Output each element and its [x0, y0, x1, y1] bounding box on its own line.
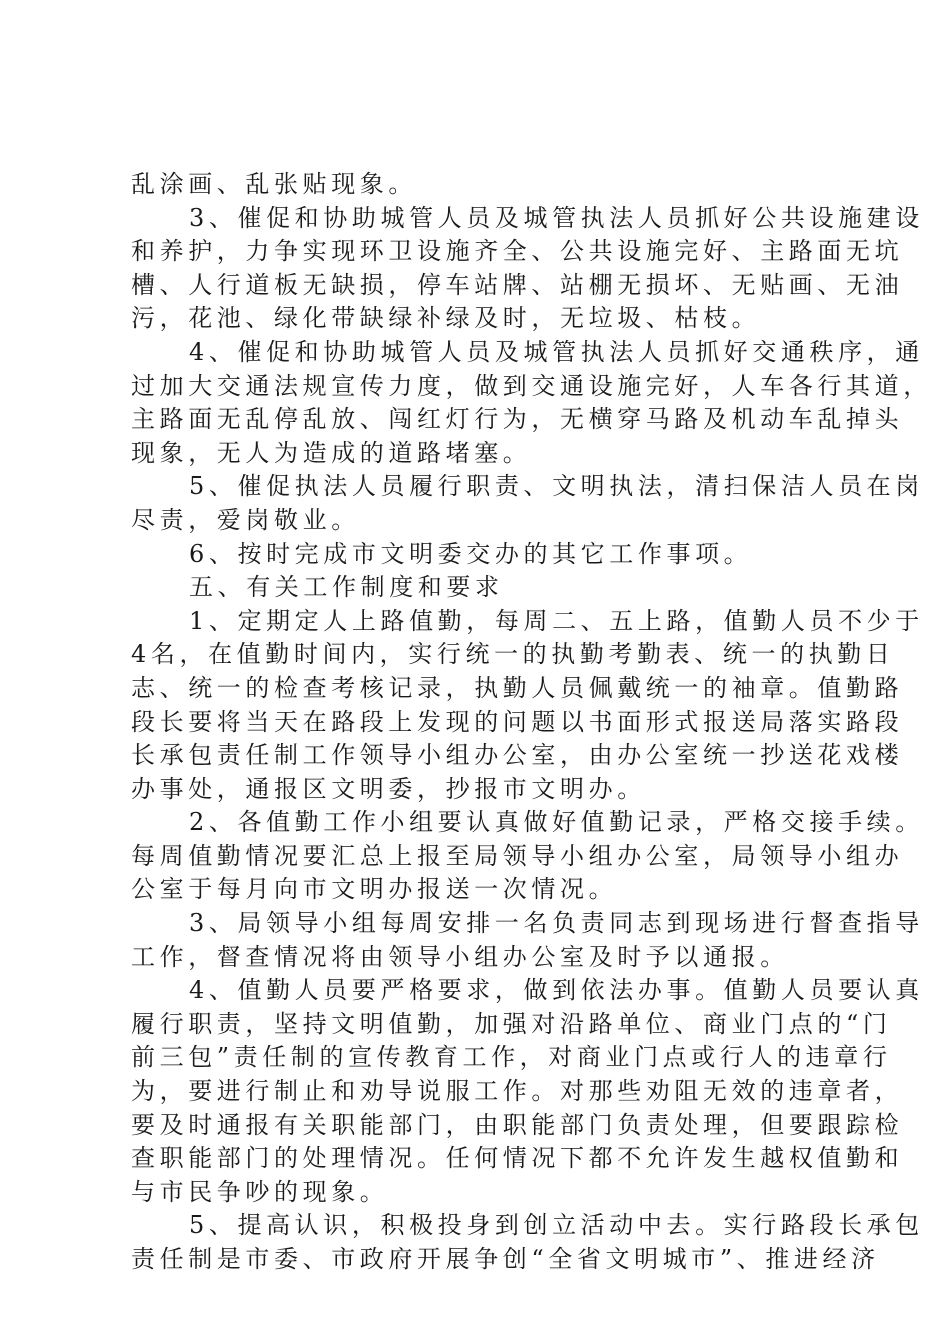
text-line: 4、催促和协助城管人员及城管执法人员抓好交通秩序，通: [189, 337, 924, 366]
text-line: 要及时通报有关职能部门，由职能部门负责处理，但要跟踪检: [131, 1110, 904, 1139]
text-line: 查职能部门的处理情况。任何情况下都不允许发生越权值勤和: [131, 1144, 904, 1173]
text-line: 5、催促执法人员履行职责、文明执法，清扫保洁人员在岗: [189, 472, 924, 501]
text-line: 公室于每月向市文明办报送一次情况。: [131, 875, 618, 904]
text-line: 前三包”责任制的宣传教育工作，对商业门点或行人的违章行: [131, 1043, 892, 1072]
text-line: 段长要将当天在路段上发现的问题以书面形式报送局落实路段: [131, 707, 904, 736]
text-line: 3、局领导小组每周安排一名负责同志到现场进行督查指导: [189, 909, 924, 938]
section-heading: 五、有关工作制度和要求: [189, 573, 504, 602]
text-line: 工作，督查情况将由领导小组办公室及时予以通报。: [131, 942, 789, 971]
text-line: 3、催促和协助城管人员及城管执法人员抓好公共设施建设: [189, 203, 924, 232]
text-line: 4名，在值勤时间内，实行统一的执勤考勤表、统一的执勤日: [131, 640, 895, 669]
text-line: 6、按时完成市文明委交办的其它工作事项。: [189, 539, 753, 568]
document-page: [131, 168, 932, 1277]
text-line: 为，要进行制止和劝导说服工作。对那些劝阻无效的违章者，: [131, 1077, 904, 1106]
text-line: 志、统一的检查考核记录，执勤人员佩戴统一的袖章。值勤路: [131, 673, 904, 702]
text-line: 长承包责任制工作领导小组办公室，由办公室统一抄送花戏楼: [131, 741, 904, 770]
text-line: 现象，无人为造成的道路堵塞。: [131, 438, 532, 467]
text-line: 槽、人行道板无缺损，停车站牌、站棚无损坏、无贴画、无油: [131, 270, 904, 299]
text-line: 1、定期定人上路值勤，每周二、五上路，值勤人员不少于: [189, 606, 924, 635]
text-line: 5、提高认识，积极投身到创立活动中去。实行路段长承包: [189, 1211, 924, 1240]
text-line: 与市民争吵的现象。: [131, 1177, 389, 1206]
text-line: 过加大交通法规宣传力度，做到交通设施完好，人车各行其道，: [131, 371, 932, 400]
text-line: 乱涂画、乱张贴现象。: [131, 170, 417, 198]
text-line: 履行职责，坚持文明值勤，加强对沿路单位、商业门点的“门: [131, 1009, 892, 1038]
text-line: 每周值勤情况要汇总上报至局领导小组办公室，局领导小组办: [131, 841, 904, 870]
text-line: 2、各值勤工作小组要认真做好值勤记录，严格交接手续。: [189, 808, 924, 837]
text-line: 4、值勤人员要严格要求，做到依法办事。值勤人员要认真: [189, 976, 924, 1005]
text-line: 办事处，通报区文明委，抄报市文明办。: [131, 774, 646, 803]
text-line: 尽责，爱岗敬业。: [131, 505, 360, 534]
text-line: 责任制是市委、市政府开展争创“全省文明城市”、推进经济: [131, 1245, 880, 1273]
text-line: 污，花池、绿化带缺绿补绿及时，无垃圾、枯枝。: [131, 304, 761, 333]
text-line: 和养护，力争实现环卫设施齐全、公共设施完好、主路面无坑: [131, 237, 904, 266]
text-line: 主路面无乱停乱放、闯红灯行为，无横穿马路及机动车乱掉头: [131, 405, 904, 434]
